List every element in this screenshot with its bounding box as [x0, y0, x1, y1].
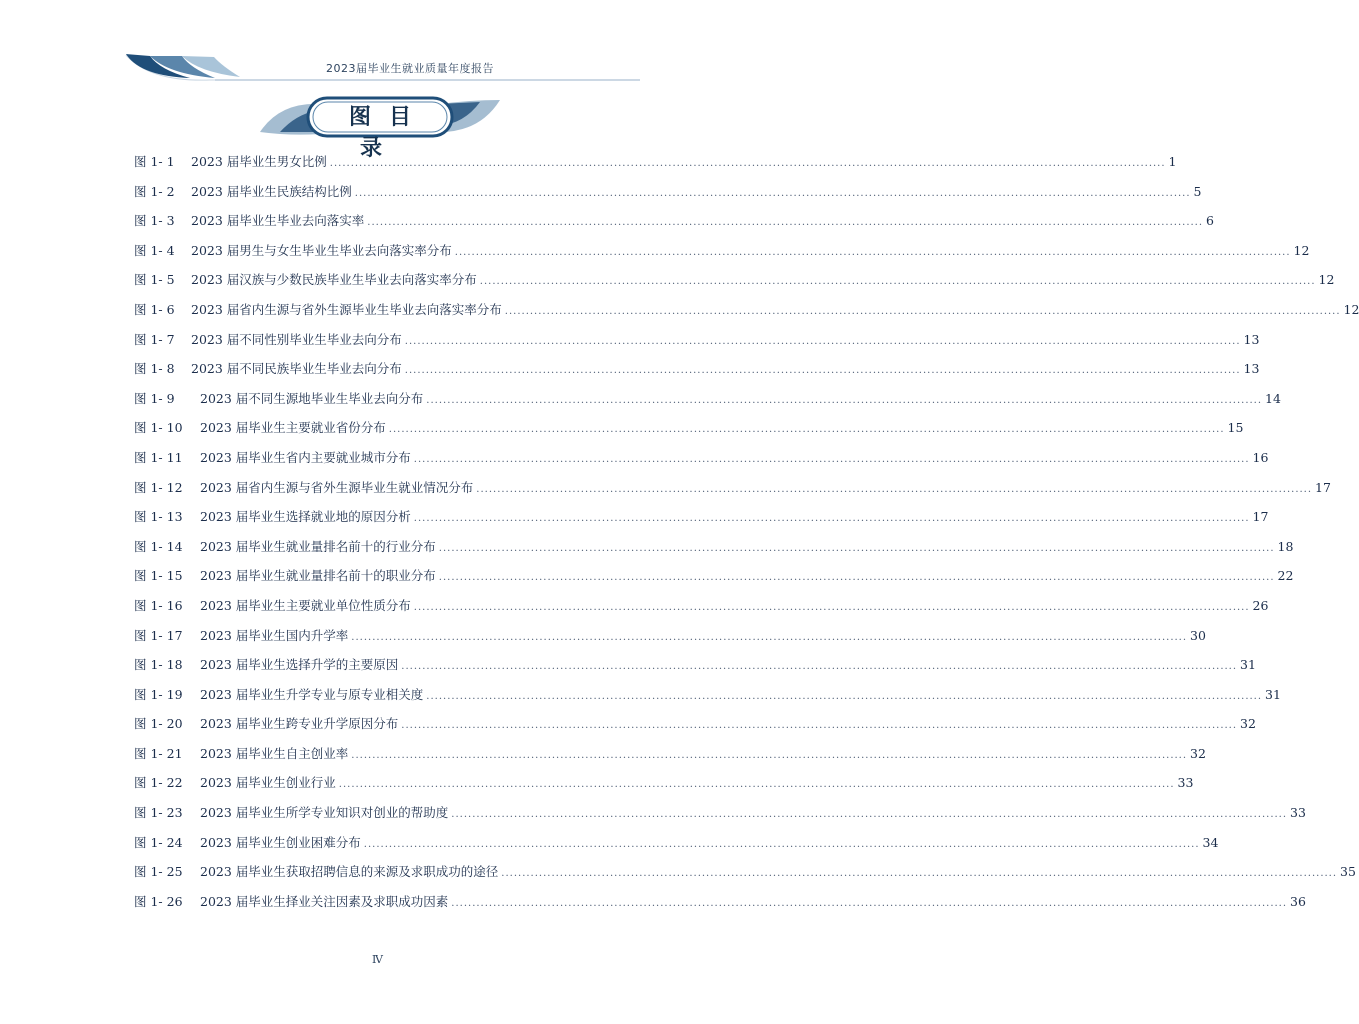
- toc-leader-dots: ........................................................................................................................................................................................................: [454, 246, 1291, 258]
- toc-entry-page: 17: [1315, 479, 1331, 495]
- toc-entry-title: 2023 届毕业生择业关注因素及求职成功因素: [200, 893, 449, 909]
- toc-entry[interactable]: [134, 566, 1294, 596]
- toc-entry-page: 15: [1227, 420, 1244, 436]
- toc-entry-page: 16: [1252, 449, 1269, 465]
- toc-entry-title: 2023 届毕业生获取招聘信息的来源及求职成功的途径: [200, 864, 499, 880]
- toc-entry-page: 31: [1240, 657, 1256, 673]
- toc-entry-page: 18: [1277, 538, 1294, 554]
- toc-entry-label: 图 1- 12: [134, 479, 183, 495]
- header-decoration: [0, 0, 755, 100]
- toc-leader-dots: ........................................................................................................................................................................................................: [438, 542, 1275, 554]
- toc-entry-title: 2023 届毕业生升学专业与原专业相关度: [200, 686, 424, 702]
- toc-entry-label: 图 1- 20: [134, 716, 183, 732]
- toc-entry-page: 34: [1202, 834, 1219, 850]
- toc-entry-page: 5: [1193, 183, 1202, 199]
- toc-entry-page: 12: [1293, 242, 1310, 258]
- toc-entry[interactable]: [134, 803, 1306, 833]
- toc-leader-dots: ........................................................................................................................................................................................................: [404, 335, 1241, 347]
- toc-entry-label: 图 1- 18: [134, 657, 183, 673]
- toc-entry[interactable]: [134, 241, 1310, 271]
- toc-entry[interactable]: [134, 359, 1260, 389]
- toc-entry-title: 2023 届毕业生民族结构比例: [191, 183, 352, 199]
- toc-leader-dots: ........................................................................................................................................................................................................: [426, 394, 1263, 406]
- toc-entry-title: 2023 届毕业生毕业去向落实率: [191, 213, 365, 229]
- toc-leader-dots: ........................................................................................................................................................................................................: [413, 601, 1250, 613]
- header-title: 2023届毕业生就业质量年度报告: [326, 62, 494, 75]
- toc-leader-dots: ........................................................................................................................................................................................................: [479, 276, 1316, 288]
- section-banner: [250, 92, 510, 161]
- toc-leader-dots: ........................................................................................................................................................................................................: [476, 483, 1313, 495]
- toc-entry[interactable]: [134, 330, 1260, 360]
- toc-entry-title: 2023 届毕业生省内主要就业城市分布: [200, 449, 411, 465]
- toc-entry[interactable]: [134, 744, 1206, 774]
- toc-entry[interactable]: [134, 211, 1214, 241]
- toc-entry[interactable]: [134, 714, 1256, 744]
- toc-entry-label: 图 1- 2: [134, 183, 175, 199]
- toc-entry-title: 2023 届毕业生自主创业率: [200, 745, 349, 761]
- toc-entry-label: 图 1- 9: [134, 390, 175, 406]
- toc-leader-dots: ........................................................................................................................................................................................................: [404, 365, 1241, 377]
- toc-entry-page: 30: [1190, 627, 1206, 643]
- toc-entry-page: 36: [1290, 893, 1306, 909]
- toc-entry-title: 2023 届毕业生选择升学的主要原因: [200, 657, 399, 673]
- toc-entry[interactable]: [134, 655, 1256, 685]
- toc-entry-page: 33: [1290, 805, 1306, 821]
- toc-entry-title: 2023 届毕业生选择就业地的原因分析: [200, 509, 411, 525]
- page-header: [0, 0, 755, 100]
- toc-entry-label: 图 1- 4: [134, 242, 175, 258]
- toc-entry[interactable]: [134, 389, 1281, 419]
- toc-entry[interactable]: [134, 537, 1294, 567]
- toc-entry-page: 6: [1206, 213, 1214, 229]
- toc-leader-dots: ........................................................................................................................................................................................................: [401, 720, 1238, 732]
- toc-entry[interactable]: [134, 300, 1359, 330]
- toc-entry-title: 2023 届毕业生就业量排名前十的职业分布: [200, 568, 436, 584]
- toc-entry-page: 32: [1240, 716, 1256, 732]
- toc-entry[interactable]: [134, 448, 1269, 478]
- toc-entry-label: 图 1- 19: [134, 686, 183, 702]
- toc-entry-label: 图 1- 7: [134, 331, 175, 347]
- toc-entry-page: 35: [1340, 864, 1356, 880]
- toc-entry-title: 2023 届省内生源与省外生源毕业生就业情况分布: [200, 479, 474, 495]
- toc-leader-dots: ........................................................................................................................................................................................................: [413, 453, 1250, 465]
- toc-entry-label: 图 1- 10: [134, 420, 183, 436]
- toc-entry-label: 图 1- 1: [134, 154, 175, 169]
- toc-leader-dots: ........................................................................................................................................................................................................: [338, 779, 1175, 791]
- toc-leader-dots: ........................................................................................................................................................................................................: [401, 661, 1238, 673]
- toc-entry-page: 17: [1252, 509, 1269, 525]
- toc-entry[interactable]: [134, 182, 1202, 212]
- toc-entry-label: 图 1- 23: [134, 805, 183, 821]
- toc-entry-label: 图 1- 13: [134, 509, 183, 525]
- toc-entry[interactable]: [134, 892, 1306, 922]
- toc-leader-dots: ........................................................................................................................................................................................................: [451, 897, 1288, 909]
- toc-entry-label: 图 1- 25: [134, 864, 183, 880]
- toc-entry-page: 13: [1243, 361, 1260, 377]
- toc-entry-page: 1: [1168, 154, 1177, 169]
- toc-entry[interactable]: [134, 270, 1335, 300]
- toc-leader-dots: ........................................................................................................................................................................................................: [504, 305, 1341, 317]
- toc-entry-title: 2023 届毕业生主要就业单位性质分布: [200, 597, 411, 613]
- toc-entry-title: 2023 届毕业生所学专业知识对创业的帮助度: [200, 805, 449, 821]
- toc-entry-title: 2023 届毕业生跨专业升学原因分布: [200, 716, 399, 732]
- toc-leader-dots: ........................................................................................................................................................................................................: [329, 158, 1166, 169]
- toc-entry[interactable]: [134, 596, 1269, 626]
- toc-entry-title: 2023 届毕业生创业困难分布: [200, 834, 361, 850]
- toc-leader-dots: ........................................................................................................................................................................................................: [451, 809, 1288, 821]
- toc-leader-dots: ........................................................................................................................................................................................................: [351, 749, 1188, 761]
- toc-entry-page: 26: [1252, 597, 1269, 613]
- toc-entry-label: 图 1- 5: [134, 272, 175, 288]
- toc-entry-label: 图 1- 6: [134, 301, 175, 317]
- toc-leader-dots: ........................................................................................................................................................................................................: [363, 838, 1200, 850]
- toc-heading: 图目录: [348, 104, 429, 161]
- toc-entry-title: 2023 届汉族与少数民族毕业生毕业去向落实率分布: [191, 272, 477, 288]
- toc-entry[interactable]: [134, 418, 1244, 448]
- toc-entry-label: 图 1- 15: [134, 568, 183, 584]
- toc-entry-label: 图 1- 8: [134, 361, 175, 377]
- toc-entry-label: 图 1- 3: [134, 213, 175, 229]
- toc-entry-label: 图 1- 22: [134, 775, 183, 791]
- toc-entry[interactable]: [134, 773, 1194, 803]
- toc-entry-label: 图 1- 14: [134, 538, 183, 554]
- toc-entry-title: 2023 届不同生源地毕业生毕业去向分布: [200, 390, 424, 406]
- toc-entry-title: 2023 届毕业生就业量排名前十的行业分布: [200, 538, 436, 554]
- toc-entry-page: 14: [1265, 390, 1281, 406]
- toc-entry[interactable]: [134, 478, 1331, 508]
- toc-entry[interactable]: [134, 507, 1269, 537]
- toc-entry-label: 图 1- 16: [134, 597, 183, 613]
- toc-entry-title: 2023 届毕业生国内升学率: [200, 627, 349, 643]
- toc-entry-title: 2023 届不同民族毕业生毕业去向分布: [191, 361, 402, 377]
- toc-entry-title: 2023 届男生与女生毕业生毕业去向落实率分布: [191, 242, 452, 258]
- toc-leader-dots: ........................................................................................................................................................................................................: [388, 424, 1225, 436]
- toc-entry-title: 2023 届不同性别毕业生毕业去向分布: [191, 331, 402, 347]
- toc-entry[interactable]: [134, 685, 1281, 715]
- toc-entry[interactable]: [134, 833, 1219, 863]
- toc-entry-page: 33: [1177, 775, 1194, 791]
- page-number: Ⅳ: [372, 953, 383, 966]
- toc-entry-title: 2023 届毕业生男女比例: [191, 154, 327, 169]
- toc-entry-label: 图 1- 24: [134, 834, 183, 850]
- toc-entry[interactable]: [134, 862, 1356, 892]
- toc-entry-title: 2023 届毕业生创业行业: [200, 775, 336, 791]
- toc-entry-page: 32: [1190, 745, 1206, 761]
- toc-leader-dots: ........................................................................................................................................................................................................: [413, 513, 1250, 525]
- toc-entry-page: 13: [1243, 331, 1260, 347]
- toc-leader-dots: ........................................................................................................................................................................................................: [354, 187, 1191, 199]
- toc-entry-page: 12: [1318, 272, 1335, 288]
- toc-entry-label: 图 1- 21: [134, 745, 183, 761]
- toc-leader-dots: ........................................................................................................................................................................................................: [438, 572, 1275, 584]
- toc-entry-label: 图 1- 11: [134, 449, 183, 465]
- toc-leader-dots: ........................................................................................................................................................................................................: [501, 868, 1338, 880]
- toc-entry-title: 2023 届毕业生主要就业省份分布: [200, 420, 386, 436]
- toc-entry-label: 图 1- 26: [134, 893, 183, 909]
- toc-entry[interactable]: [134, 626, 1206, 656]
- toc-entry-page: 31: [1265, 686, 1281, 702]
- toc-entry-label: 图 1- 17: [134, 627, 183, 643]
- toc-leader-dots: ........................................................................................................................................................................................................: [367, 217, 1204, 229]
- toc-entry[interactable]: [134, 152, 1177, 182]
- toc-entry-page: 12: [1343, 301, 1359, 317]
- figure-list: [134, 152, 1359, 921]
- toc-entry-title: 2023 届省内生源与省外生源毕业生毕业去向落实率分布: [191, 301, 502, 317]
- toc-entry-page: 22: [1277, 568, 1294, 584]
- toc-leader-dots: ........................................................................................................................................................................................................: [426, 690, 1263, 702]
- toc-leader-dots: ........................................................................................................................................................................................................: [351, 631, 1188, 643]
